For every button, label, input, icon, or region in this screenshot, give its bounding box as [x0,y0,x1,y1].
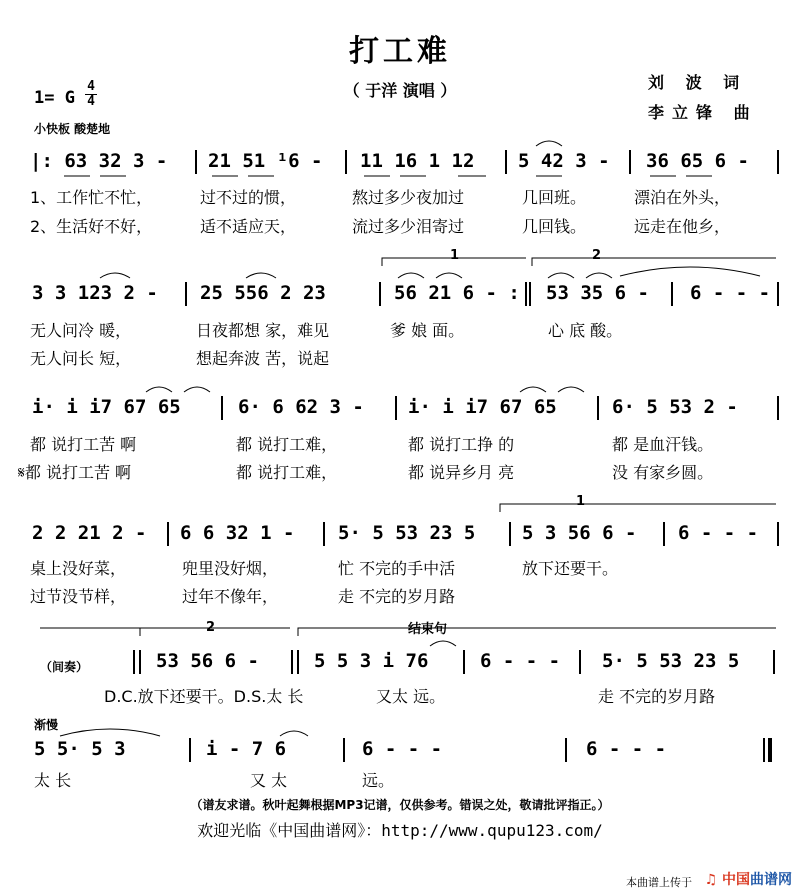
row6-lyric-a: 太 长 [34,771,72,790]
row4-lyric1-a: 桌上没好菜， [30,559,127,578]
row1-bar1-notes: |: 63 32 3 - [30,150,168,172]
row2-lyric1-a: 无人问冷 暖， [30,321,132,340]
row3-bar3-notes: i· i i7 67 65 [408,396,557,418]
row2-bar5-notes: 6 - - - [690,282,771,304]
row1-lyric1-d: 几回班。 [522,188,587,207]
row4-lyric1-c: 忙 不完的手中活 [338,559,456,578]
row4-lyric1-b: 兜里没好烟， [182,559,279,578]
row3-lyric2-a: 𝄋都 说打工苦 啊 [18,463,132,482]
row2-lyric2-b: 想起奔波 苦，说起 [196,349,330,368]
row1-lyric2-e: 远走在他乡， [634,217,731,236]
row3-lyric1-b: 都 说打工难， [236,435,338,454]
row2-bar1-notes: 3 3 123 2 - [32,282,158,304]
volta-1b-label: 1 [576,494,586,509]
row4-lyric2-c: 走 不完的岁月路 [338,587,456,606]
row3-bar1-notes: i· i i7 67 65 [32,396,181,418]
row6-bar4-notes: 6 - - - [586,738,667,760]
lyricist-credit: 刘 波 词 [648,73,748,92]
row4-bar1-notes: 2 2 21 2 - [32,522,147,544]
row6-bar3-notes: 6 - - - [362,738,443,760]
row1-lyric1-c: 熬过多少夜加过 [352,188,465,207]
row3-lyric2-b: 都 说打工难， [236,463,338,482]
row4-bar2-notes: 6 6 32 1 - [180,522,295,544]
page-title: 打工难 [349,34,451,69]
row1-lyric2-a: 2、生活好不好， [30,217,153,236]
row4-bar4-notes: 5 3 56 6 - [522,522,637,544]
row1-lyric1-e: 漂泊在外头， [634,188,731,207]
row3-bar2-notes: 6· 6 62 3 - [238,396,364,418]
volta-2b-label: 2 [206,620,216,635]
row6-lyric-c: 远。 [362,771,395,790]
row3-lyric1-a: 都 说打工苦 啊 [30,435,137,454]
welcome-line: 欢迎光临《中国曲谱网》：http://www.qupu123.com/ [197,821,603,840]
row5-bar1-notes: 53 56 6 - [156,650,259,672]
row2-lyric1-b: 日夜都想 家，难见 [196,321,330,340]
row3-bar4-notes: 6· 5 53 2 - [612,396,738,418]
row5-lyric-a: D.C.放下还要干。D.S.太 长 [104,687,304,706]
logo-text-a: 中国 [722,872,750,888]
row1-bar2-notes: 21 51 ¹6 - [208,150,323,172]
music-note-icon: ♫ [704,872,718,888]
row1-lyric1-b: 过不过的惯， [200,188,297,207]
ending-label: 结束句 [408,622,448,637]
row1-bar5-notes: 36 65 6 - [646,150,749,172]
row6-lyric-b: 又 太 [250,771,288,790]
row1-bar4-notes: 5 42 3 - [518,150,610,172]
row5-lyric-d: 走 不完的岁月路 [598,687,716,706]
upload-label: 本曲谱上传于 [626,876,692,889]
volta-2-label: 2 [592,248,602,263]
row1-lyric2-b: 适不适应天， [200,217,297,236]
row1-lyric1-a: 1、工作忙不忙， [30,188,153,207]
row3-lyric1-c: 都 说打工挣 的 [408,435,515,454]
row3-lyric2-c: 都 说异乡月 亮 [408,463,515,482]
row2-bar2-notes: 25 556 2 23 [200,282,326,304]
row5-lyric-b: 又太 远。 [376,687,446,706]
row5-bar3-notes: 6 - - - [480,650,561,672]
row1-lyric2-c: 流过多少泪寄过 [352,217,465,236]
row4-bar3-notes: 5· 5 53 23 5 [338,522,476,544]
transcription-note: （谱友求谱。秋叶起舞根据MP3记谱，仅供参考。错误之处，敬请批评指正。） [190,798,610,812]
site-logo[interactable] [705,869,792,889]
volta-1-label: 1 [450,248,460,263]
key-signature: 1= G [34,88,75,108]
ritardando-marking: 渐慢 [34,718,59,732]
composer-credit: 李立锋 曲 [648,103,758,122]
row6-bar1-notes: 5 5· 5 3 [34,738,126,760]
row2-lyric2-a: 无人问长 短， [30,349,132,368]
row3-lyric1-d: 都 是血汗钱。 [612,435,714,454]
row2-bar4-notes: 53 35 6 - [546,282,649,304]
row4-lyric1-d: 放下还要干。 [522,559,619,578]
row2-lyric1-c: 爹 娘 面。 [390,321,465,340]
row3-lyric2-d: 没 有家乡圆。 [612,463,714,482]
interlude-label: （间奏） [40,660,89,674]
row5-bar2-notes: 5 5 3 i 76 [314,650,429,672]
logo-text-b: 曲谱网 [750,872,792,888]
row4-bar5-notes: 6 - - - [678,522,759,544]
performer-subtitle: （ 于洋 演唱 ） [343,81,457,100]
row1-lyric2-d: 几回钱。 [522,217,587,236]
row2-bar3-notes: 56 21 6 - : [394,282,520,304]
row1-bar3-notes: 11 16 1 12 [360,150,475,172]
row5-bar4-notes: 5· 5 53 23 5 [602,650,740,672]
time-signature: 4 4 [85,80,97,109]
row6-bar2-notes: i - 7 6 [206,738,287,760]
row4-lyric2-b: 过年不像年， [182,587,279,606]
row4-lyric2-a: 过节没节样， [30,587,127,606]
tempo-marking: 小快板 酸楚地 [34,122,111,136]
row2-lyric1-d: 心 底 酸。 [548,321,623,340]
